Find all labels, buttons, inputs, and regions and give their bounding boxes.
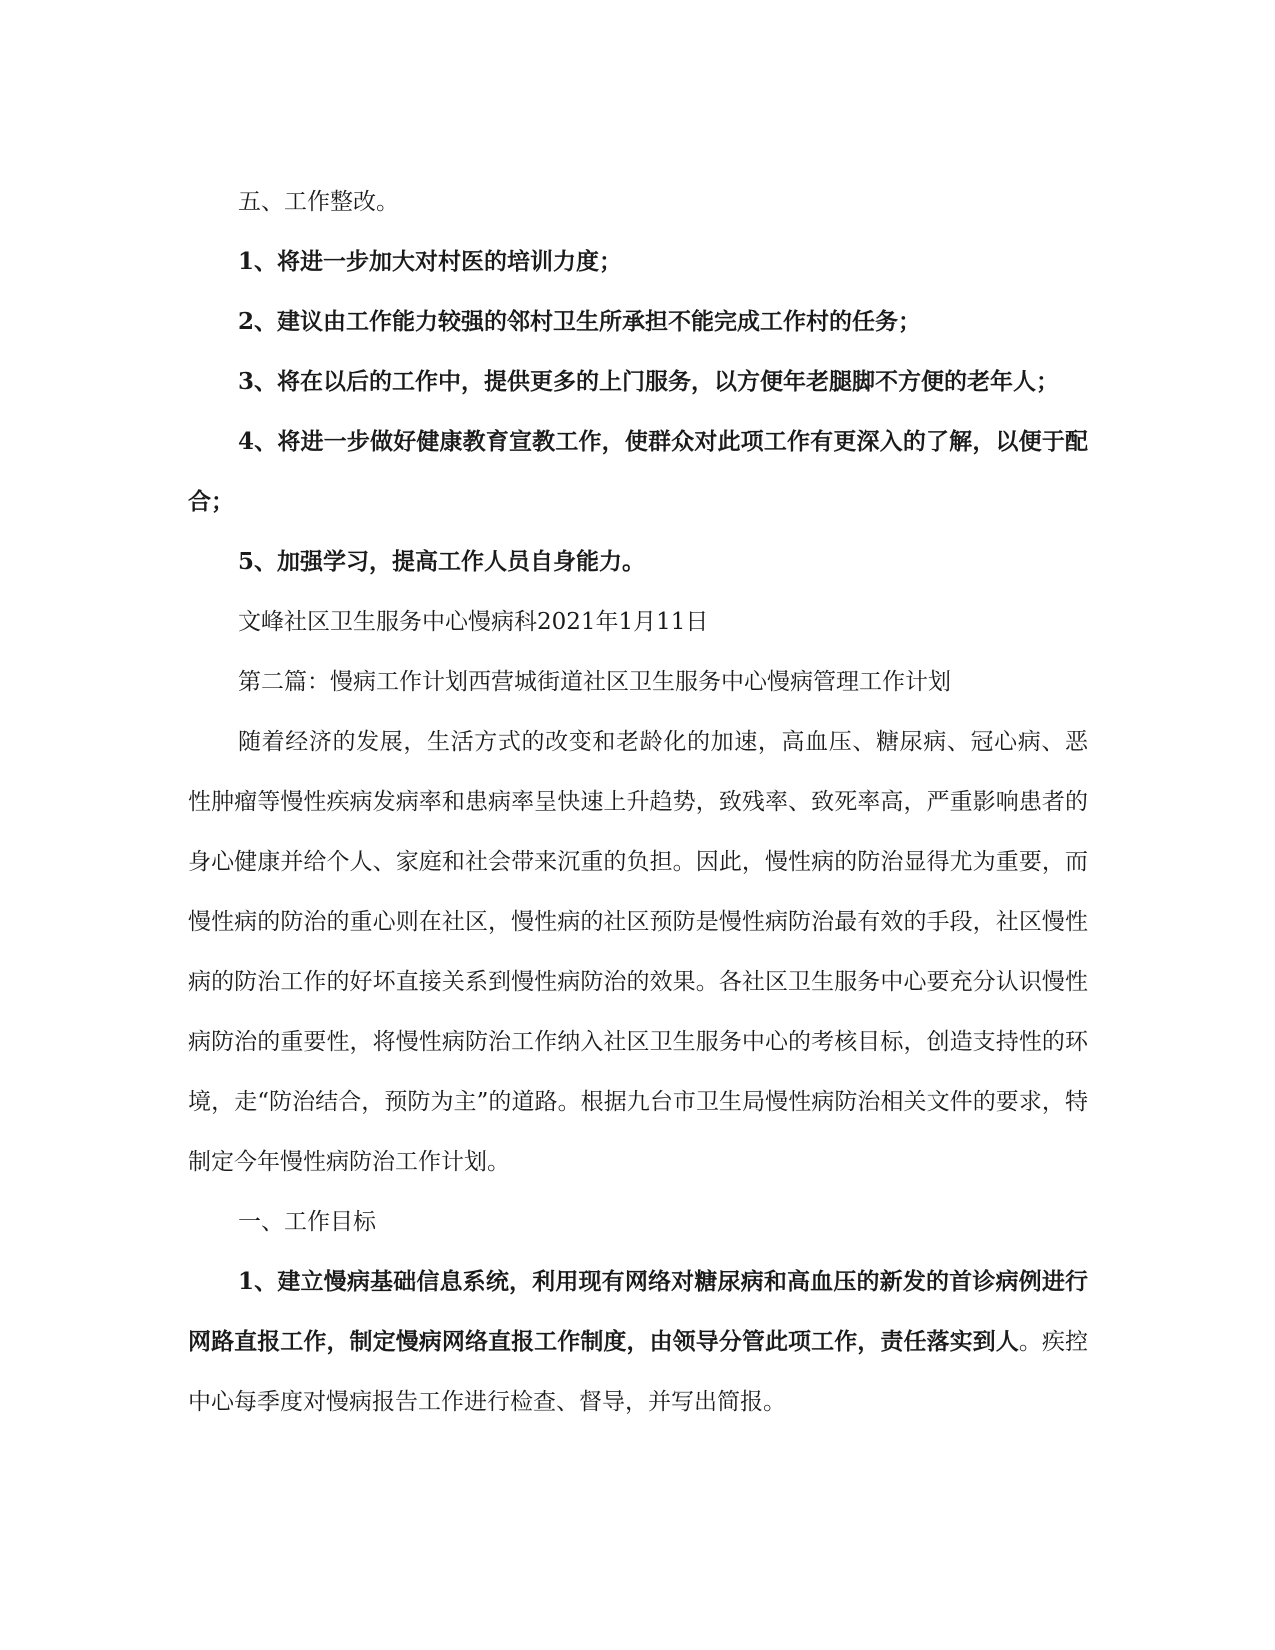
rectify-item-3: 3、将在以后的工作中，提供更多的上门服务，以方便年老腿脚不方便的老年人； — [238, 368, 1060, 395]
part2-title: 第二篇：慢病工作计划西营城街道社区卫生服务中心慢病管理工作计划 — [238, 669, 951, 695]
rectify-item-5: 5、加强学习，提高工作人员自身能力。 — [238, 548, 646, 575]
goal-item-1-normal-text: 。疾控中心每季度对慢病报告工作进行检查、督导，并写出简报。 — [188, 1329, 1089, 1415]
signature-line: 文峰社区卫生服务中心慢病科2021年1月11日 — [238, 609, 709, 635]
section5-heading: 五、工作整改。 — [238, 189, 399, 215]
document-body — [188, 172, 1088, 1432]
goal-item-1 — [188, 1252, 1088, 1432]
rectify-item-2: 2、建议由工作能力较强的邻村卫生所承担不能完成工作村的任务； — [238, 308, 922, 335]
rectify-item-1: 1、将进一步加大对村医的培训力度； — [238, 248, 623, 275]
goals-heading: 一、工作目标 — [238, 1209, 376, 1235]
intro-paragraph: 随着经济的发展，生活方式的改变和老龄化的加速，高血压、糖尿病、冠心病、恶性肿瘤等慢性疾病发病率和患病率呈快速上升趋势，致残率、致死率高，严重影响患者的身心健康并给个人、家庭和社会带来沉重的负担。因此，慢性病的防治显得尤为重要，而慢性病的防治的重心则在社区，慢性病的社区预防是慢性病防治最有效的手段，社区慢性病的防治工作的好坏直接关系到慢性病防治的效果。各社区卫生服务中心要充分认识慢性病防治的重要性，将慢性病防治工作纳入社区卫生服务中心的考核目标，创造支持性的环境，走“防治结合，预防为主”的道路。根据九台市卫生局慢性病防治相关文件的要求，特制定今年慢性病防治工作计划。 — [188, 729, 1088, 1175]
goal-item-1-bold-text: 1、建立慢病基础信息系统，利用现有网络对糖尿病和高血压的新发的首诊病例进行网路直报工作，制定慢病网络直报工作制度，由领导分管此项工作，责任落实到人 — [188, 1268, 1088, 1355]
rectify-item-4: 4、将进一步做好健康教育宣教工作，使群众对此项工作有更深入的了解，以便于配合； — [188, 428, 1088, 515]
